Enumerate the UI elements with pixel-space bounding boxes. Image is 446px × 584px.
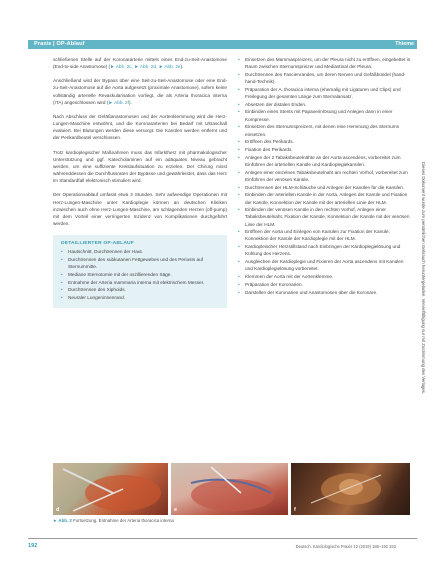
procedure-summary-box: [53, 235, 227, 308]
list-item: • Durchtrennen des Fascienrandes, um deren Nerven und Gefäßbündel (hand-hand-Technik).: [238, 71, 412, 85]
list-item: • Neuraler Lungeninnenrand.: [61, 294, 219, 301]
list-item: • Fixation des Perikards.: [238, 146, 412, 153]
box-title: DETAILLIERTER OP-ABLAUF: [61, 241, 134, 247]
list-item: • Absetzen der distalen Enden.: [238, 101, 412, 108]
list-item: • Anlegen der 2 Tabaksbeutelnähte an der Aorta ascendens, vorbereitet zum Einführen der arteriellen Kanüle und Kardioplegiekanülen.: [238, 154, 412, 168]
figure-reference-link[interactable]: ► Abb. 2c, ► Abb. 2d, ► Abb. 2e: [110, 64, 181, 70]
list-item: • Durchtrennen des Xiphoids.: [61, 286, 219, 293]
list-item: • Kardiopleischer Herzstillstand nach Einbringen der Kardioplegielösung und Kühlung des Herzens.: [238, 243, 412, 257]
list-item: • Einbinden eines Stents mit Papaverinlösung und Anlegen dann in einer Kompresse.: [238, 108, 412, 122]
header-bar: [28, 40, 417, 49]
paragraph: Der Operationsablauf umfasst etwa 3 Stunden. Sehr aufwendige Operationen mit Herz-Lungen-Maschine unter Kardioplegie können an deutschen Kliniken inzwischen auch ohne Herz-Lungen-Maschine, am schlagenden Herzen (off-pump) mit dem Vorteil einer verringerten Inzidenz von Komplikationen durchgeführt werden.: [53, 192, 227, 226]
copyright-note: Dieses Dokument wurde zum persönlichen Gebrauch heruntergeladen. Vervielfältigung nur mit Zustimmung des Verlages.: [421, 162, 426, 395]
surgical-photo-d: [53, 463, 168, 515]
list-item: • Einsetzen des Sternumspreizers, mit denen eine Hemmung des Sternums einsetzen.: [238, 123, 412, 137]
list-item: • Präparation der A. thoracica interna (ehemalig mit Ligaturen und Clips) und Freilegung der gesamten Länge zum Sternalansatz.: [238, 86, 412, 100]
list-item: • Eröffnen des Perikards.: [238, 138, 412, 145]
photo-d-detail: [53, 463, 168, 515]
list-item: • Eröffnen der Aorta und Einlegen von Kanülen zur Fixation der Kanüle, Konnektion der Kanüle der Kardioplegie mit der HLM.: [238, 228, 412, 242]
paragraph: schließenen Stelle auf der Koronararterie mittels eines End-zu-Seit-Anastomose (End-to-side Anastomose) (► Abb. 2c, ► Abb. 2d, ► Abb. 2e).: [53, 57, 227, 70]
left-column: [53, 56, 227, 308]
publisher-logo: [395, 41, 414, 48]
figure-reference-link[interactable]: ► Abb. 2f: [108, 99, 129, 105]
list-item: • Durchtrennen des subkutanen Fettgewebes und des Periosts auf Sternummitte.: [61, 256, 219, 270]
caption-text: Fortsetzung. Entnahme der Arteria thoracica interna: [73, 518, 174, 523]
list-item: • Entnahme der Arteria mammaria interna mit elektrischem Messer.: [61, 279, 219, 286]
bullet-list: [238, 56, 412, 296]
photo-f-detail: [291, 463, 410, 515]
list-item: • Darstellen der Koronarien und Anastomosen über die Koronare.: [238, 289, 412, 296]
paragraph: Nach Abschluss der Gefäßanastomosen und der Aortenklemmung wird die Herz-Lungen-Maschine entwöhnt, und die Koronararterien bei Bedarf mit Ultraschall evaluiert. Bei Blutungen werden diese versorgt. Die Kanülen werden entfernt und der Perikardbeutel verschlossen.: [53, 113, 227, 141]
photo-e-detail: [171, 463, 288, 515]
list-item: • Mediane Sternotomie mit der oszillierenden Säge.: [61, 271, 219, 278]
list-item: • Anlegen einer einzelnen Tabaksbeutelnaht am rechten Vorhof, vorbereitet zum Einführen der venösen Kanüle.: [238, 169, 412, 183]
journal-citation: Deutsch. Kardiologische Praxis 12 (2019) 186–192 192: [295, 544, 396, 549]
list-item: • Ausgleichen der Kardioplegie und Fixieren der Aorta ascendens mit Kanülen und Kardioplegielösung vorbereitet.: [238, 258, 412, 272]
brand-name: Thieme: [395, 41, 414, 47]
caption-label: ► Abb. 2: [53, 518, 72, 523]
page-number: 192: [28, 543, 38, 549]
bullet-list: [61, 248, 219, 301]
list-item: • Einbinden der venösen Kanüle in den rechten Vorhof, Anlegen einer Tabaksbeutelnaht, Fixation der Kanüle, Konnektion der Kanüle mit der venösen Linie der HLM.: [238, 206, 412, 227]
paragraph: Anschließend wird der Bypass über eine Seit-zu-Seit-Anastomose oder eine End-zu-Seit-Anastomose auf die Aorta aufgesetzt (proximale Anastomose), sofern keine vollständig arterielle Revaskularisation vorliegt, die als Arteria thoracica interna (ITA) angeschlossen wird (► Abb. 2f).: [53, 78, 227, 105]
photo-letter: f: [294, 507, 296, 513]
list-item: • Hautschnitt, Durchtrennen der Haut.: [61, 248, 219, 255]
surgical-photo-f: [291, 463, 410, 515]
list-item: • Durchtrennen der HLM-Schläuche und Anlegen der Kanülen für die Kanülen.: [238, 184, 412, 191]
list-item: • Klemmen der Aorta mit der Aortenklemme.: [238, 273, 412, 280]
list-item: • Einbinden der arteriellen Kanüle in der Aorta, Anlegen der Kanüle und Fixation der Kanüle, Konnektion der Kanüle mit der arteriellen Linie der HLM.: [238, 191, 412, 205]
section-label: Praxis | OP-Ablauf: [34, 41, 85, 47]
paragraph: Trotz kardioplegischer Maßnahmen muss das Infarktherz mit pharmakologischer Unterstützung und ggf. Katecholaminen auf ein adäquates Niveau gebracht werden, um eine suffiziente Kreislaufsituation zu erzielen. Der Chirurg misst währenddessen die Durchflussraten der Bypässe und gewährleistet, dass das Herz im Standardfall elektronisch stimuliert wird.: [53, 149, 227, 184]
figure-caption: [53, 518, 174, 523]
footer-divider: [28, 538, 417, 539]
list-item: • Einsetzen des Mammaspreizers, um der Pleura nicht zu eröffnen, eingebettet in Raum zwischen Sternumspreizer und Mediastinal der Pleura.: [238, 56, 412, 70]
photo-letter: d: [56, 507, 60, 513]
photo-letter: e: [174, 507, 178, 513]
figure-photos: [53, 463, 410, 515]
right-column: [238, 56, 412, 296]
surgical-photo-e: [171, 463, 288, 515]
list-item: • Präparation der Koronarien.: [238, 281, 412, 288]
